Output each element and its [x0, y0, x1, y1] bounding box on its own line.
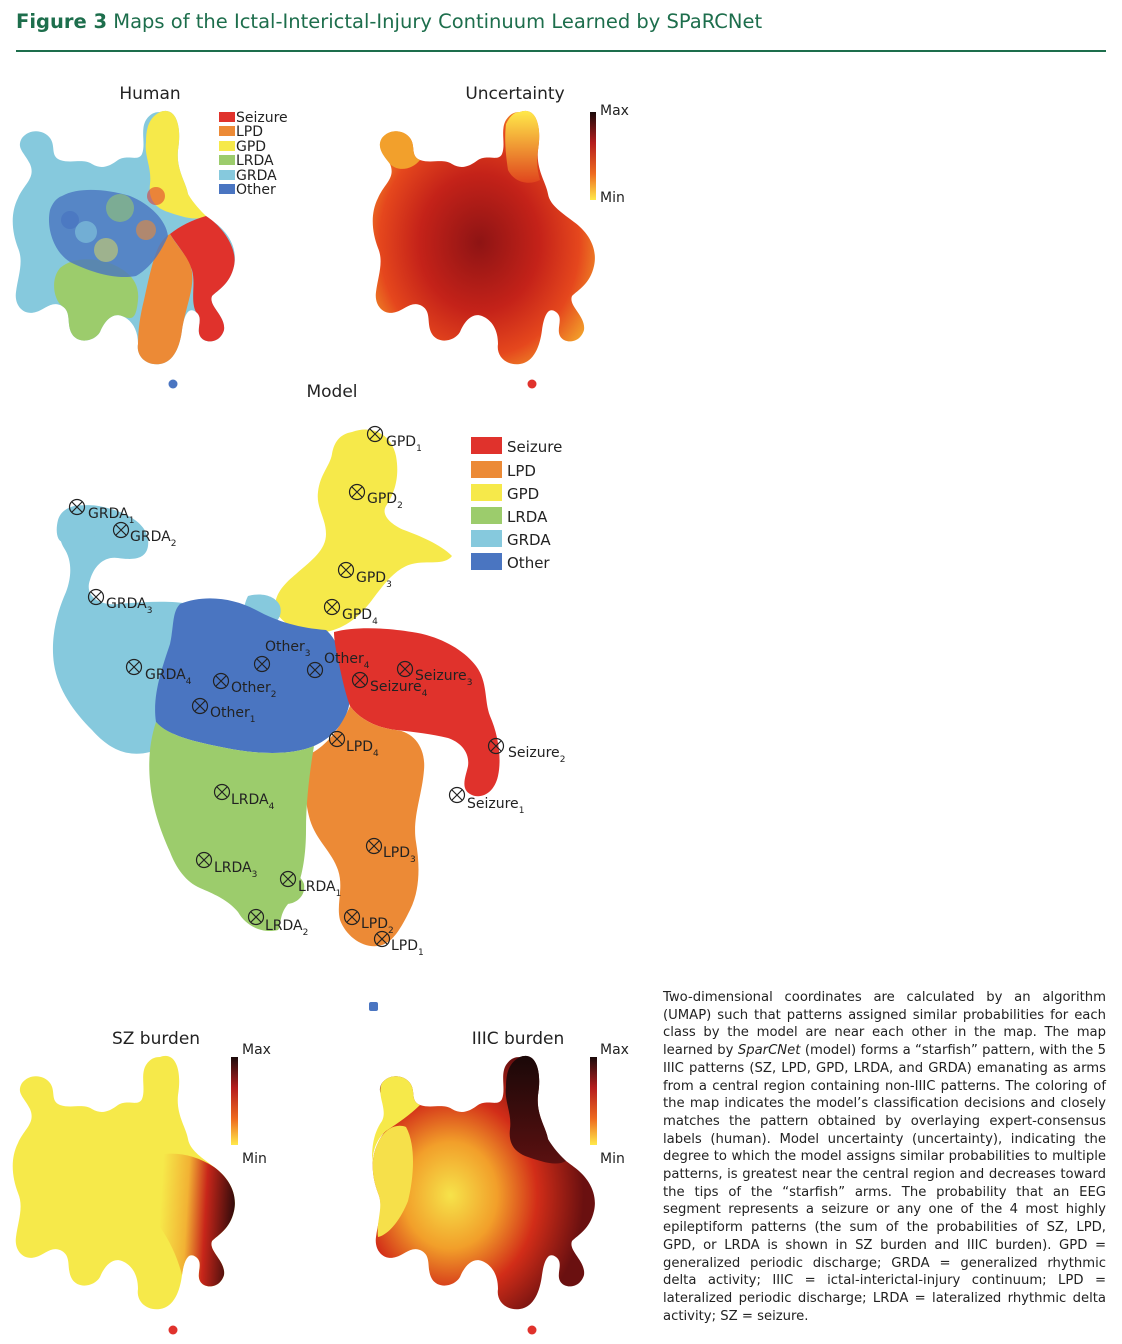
prototype-label: $GRDA_2$	[130, 529, 177, 549]
legend-swatch-other	[471, 553, 502, 570]
prototype-label: $LRDA_2$	[265, 918, 309, 938]
model-legend-label: GRDA	[507, 531, 551, 549]
human-blend-dot	[94, 238, 118, 262]
iiic-burden-gpd-arm	[506, 1056, 566, 1164]
prototype-label: $LPD_4$	[346, 739, 379, 759]
uncertainty-colorbar-min: Min	[600, 190, 625, 206]
sz-burden-marker-dot	[169, 1326, 178, 1335]
legend-swatch-lpd	[219, 126, 235, 136]
sz-burden-colorbar-min: Min	[242, 1151, 267, 1167]
prototype-label: $GRDA_4$	[145, 667, 192, 687]
uncertainty-marker-dot	[528, 380, 537, 389]
uncertainty-map	[373, 111, 595, 364]
human-blend-dot	[147, 187, 165, 205]
model-legend-label: LPD	[507, 462, 536, 480]
prototype-label: $GPD_1$	[386, 434, 422, 454]
prototype-label: $LPD_2$	[361, 916, 394, 936]
human-legend	[219, 110, 288, 198]
iiic-burden-panel-title: IIIC burden	[471, 1029, 565, 1049]
prototype-label: Seizure$_2$	[508, 745, 566, 765]
model-legend-label: GPD	[507, 485, 540, 503]
prototype-label: $GPD_4$	[342, 607, 378, 627]
sz-burden-panel-title: SZ burden	[111, 1029, 201, 1049]
prototype-label: $GRDA_1$	[88, 506, 135, 526]
prototype-marker-cross	[452, 790, 462, 800]
legend-swatch-seizure	[471, 437, 502, 454]
uncertainty-grda-tip	[380, 131, 420, 169]
sz-burden-colorbar-max: Max	[242, 1042, 271, 1058]
legend-swatch-lrda	[219, 155, 235, 165]
figure-caption	[663, 989, 1106, 1325]
prototype-label: $GPD_3$	[356, 570, 392, 590]
prototype-label: Other$_3$	[265, 639, 311, 659]
prototype-label: Seizure$_3$	[415, 668, 473, 688]
prototype-seizure-2	[489, 739, 566, 766]
human-legend-label: Seizure	[236, 110, 288, 126]
prototype-label: $GRDA_3$	[106, 596, 153, 616]
iiic-burden-colorbar-max: Max	[600, 1042, 629, 1058]
caption-italic-model-name: SparCNet	[737, 1043, 801, 1059]
legend-swatch-gpd	[471, 484, 502, 501]
figure-label: Figure 3	[16, 10, 108, 33]
legend-swatch-seizure	[219, 112, 235, 122]
prototype-label: Seizure$_1$	[467, 796, 525, 816]
prototype-label: Other$_1$	[210, 705, 256, 725]
sz-burden-map	[13, 1056, 235, 1309]
human-legend-label: Other	[236, 182, 276, 198]
model-panel-title: Model	[306, 382, 358, 402]
iiic-burden-marker-dot	[528, 1326, 537, 1335]
legend-swatch-gpd	[219, 141, 235, 151]
model-legend	[471, 437, 562, 572]
uncertainty-colorbar-gradient	[590, 112, 596, 200]
prototype-label: $LRDA_4$	[231, 792, 275, 812]
uncertainty-colorbar	[590, 103, 629, 206]
model-legend-label: Other	[507, 554, 550, 572]
model-legend-label: Seizure	[507, 438, 563, 456]
human-blend-dot	[136, 220, 156, 240]
prototype-label: $LRDA_1$	[298, 879, 342, 899]
legend-swatch-lrda	[471, 507, 502, 524]
sz-burden-colorbar-gradient	[231, 1057, 238, 1145]
model-gpd-region	[275, 429, 452, 633]
human-blend-dot	[106, 194, 134, 222]
prototype-label: Other$_4$	[324, 651, 370, 671]
caption-part-2: (model) forms a “starfish” pattern, with the 5 IIIC patterns (SZ, LPD, GPD, LRDA, and GRDA) emanating as arms from a central region containing non-IIIC patterns. The coloring of the map indicates the model’s classification decisions and closely matches the pattern obtained by overlaying expert-consensus labels (human). Model uncertainty (uncertainty), indicating the degree to which the model assigns similar probabilities to multiple patterns, is greatest near the central region and decreases toward the tips of the “starfish” arms. The probability that an EEG segment represents a seizure or any one of the 4 most highly epileptiform patterns (the sum of the probabilities of SZ, LPD, GPD, or LRDA is shown in SZ burden and IIIC burden). GPD = generalized periodic discharge; GRDA = generalized rhythmic delta activity; IIIC = ictal-interictal-injury continuum; LPD = lateralized periodic discharge; LRDA = lateralized rhythmic delta activity; SZ = seizure.	[663, 1043, 1106, 1324]
human-panel-title: Human	[119, 84, 181, 104]
human-legend-label: GPD	[236, 139, 267, 155]
legend-swatch-grda	[471, 530, 502, 547]
human-marker-dot	[169, 380, 178, 389]
iiic-burden-map	[372, 1056, 595, 1309]
human-blend-dot	[75, 221, 97, 243]
prototype-label: Other$_2$	[231, 680, 277, 700]
caption-part-1: Two-dimensional coordinates are calculated by an algorithm (UMAP) such that patterns assigned similar probabilities for each class by the model are near each other in the map. The map learned by	[663, 990, 1106, 1059]
model-marker-dot	[369, 1002, 378, 1011]
uncertainty-panel-title: Uncertainty	[465, 84, 565, 104]
legend-swatch-lpd	[471, 461, 502, 478]
figure-title-text: Maps of the Ictal-Interictal-Injury Continuum Learned by SPaRCNet	[113, 10, 763, 33]
prototype-label: $LRDA_3$	[214, 860, 258, 880]
human-legend-label: LPD	[236, 124, 264, 140]
prototype-label: $GPD_2$	[367, 491, 403, 511]
uncertainty-colorbar-max: Max	[600, 103, 629, 119]
iiic-burden-colorbar-min: Min	[600, 1151, 625, 1167]
prototype-label: Seizure$_4$	[370, 679, 428, 699]
prototype-label: $LPD_1$	[391, 938, 424, 958]
uncertainty-gpd-tip	[505, 111, 540, 183]
legend-swatch-other	[219, 184, 235, 194]
prototype-label: $LPD_3$	[383, 845, 416, 865]
legend-swatch-grda	[219, 170, 235, 180]
human-blend-dot	[61, 211, 79, 229]
iiic-burden-colorbar-gradient	[590, 1057, 597, 1145]
model-legend-label: LRDA	[507, 508, 548, 526]
sz-burden-colorbar	[231, 1042, 271, 1167]
human-legend-label: LRDA	[236, 153, 274, 169]
iiic-burden-colorbar	[590, 1042, 629, 1167]
human-legend-label: GRDA	[236, 168, 277, 184]
human-map	[13, 111, 235, 364]
